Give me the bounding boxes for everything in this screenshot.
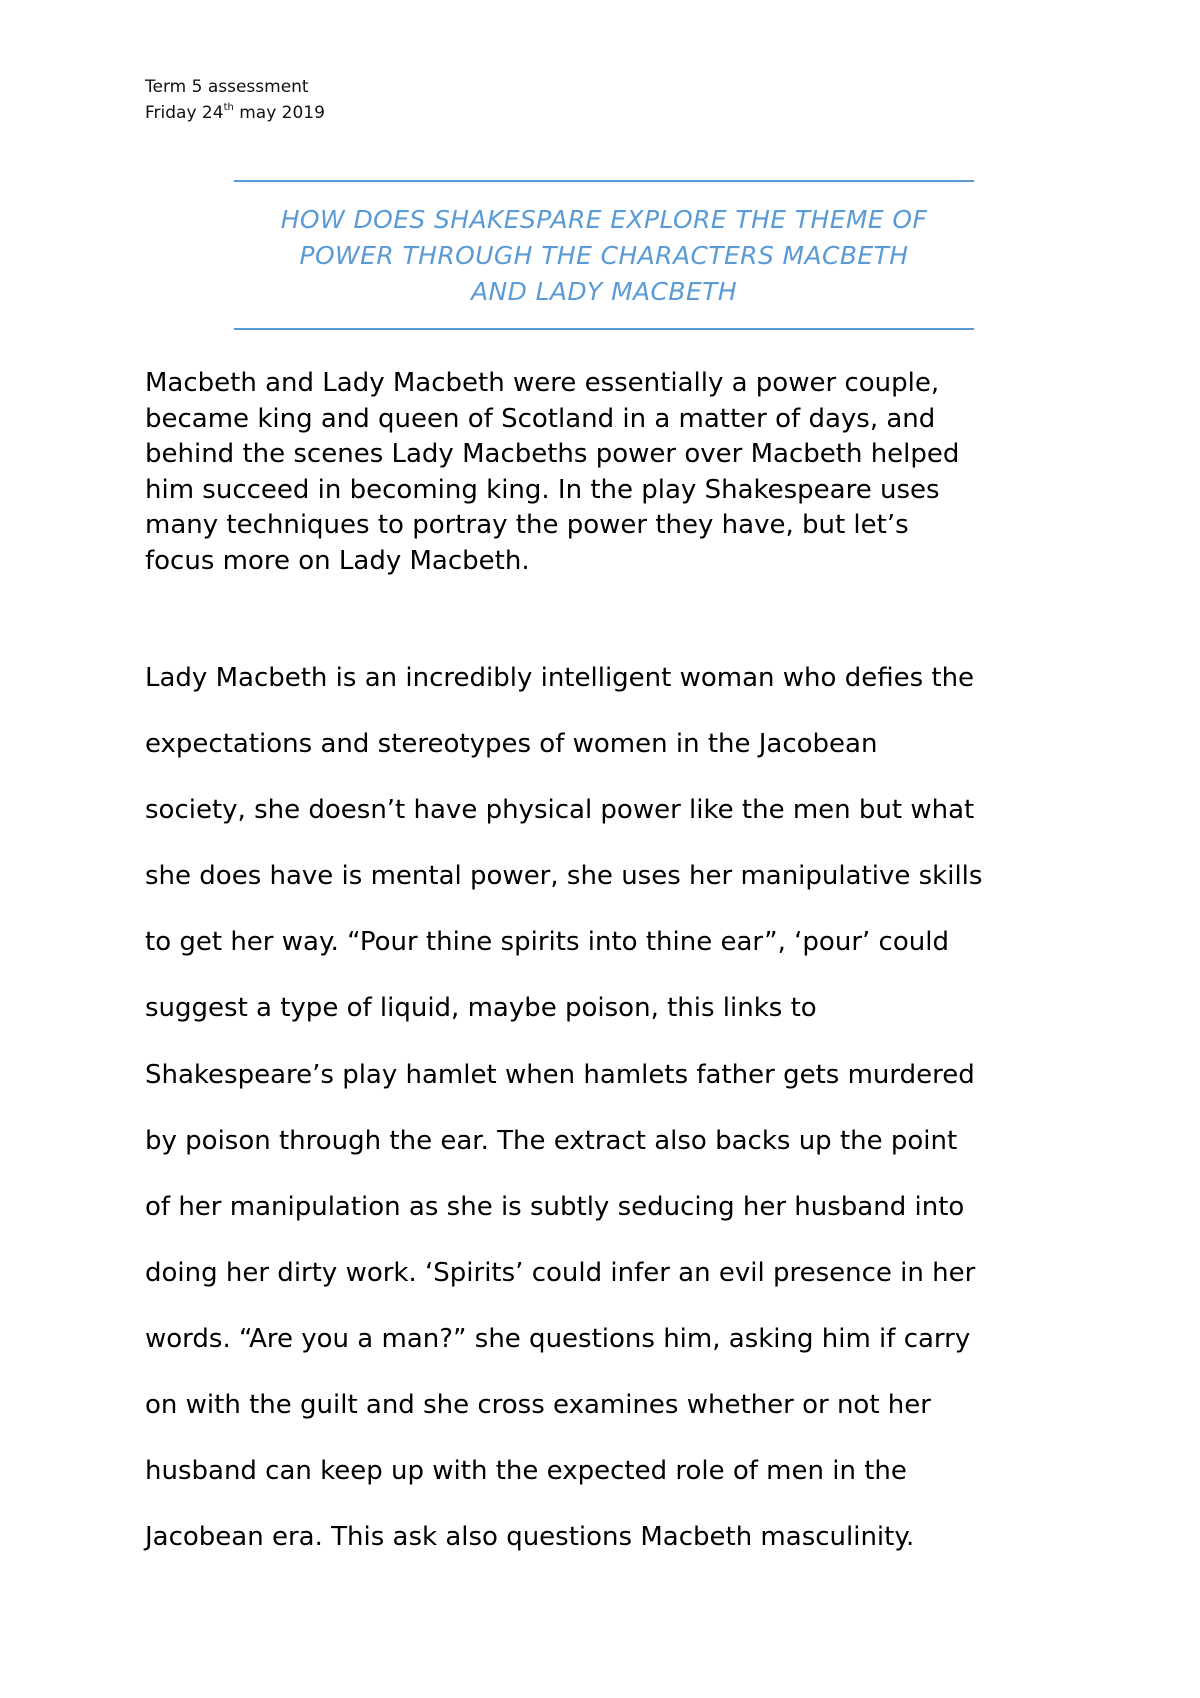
body-line: suggest a type of liquid, maybe poison, this links to [145, 993, 817, 1024]
title-line: HOW DOES SHAKESPARE EXPLORE THE THEME OF [280, 205, 928, 234]
title-rule-top [234, 180, 974, 182]
body-line: on with the guilt and she cross examines whether or not her [145, 1390, 931, 1421]
document-title [234, 202, 974, 310]
body-line: to get her way. “Pour thine spirits into thine ear”, ‘pour’ could [145, 927, 949, 958]
body-line: Lady Macbeth is an incredibly intelligent woman who defies the [145, 663, 975, 693]
body-line: Jacobean era. This ask also questions Macbeth masculinity. [145, 1522, 915, 1553]
document-header [145, 74, 325, 126]
title-line: POWER THROUGH THE CHARACTERS MACBETH [299, 241, 909, 270]
header-date-prefix: Friday 24 [145, 103, 224, 123]
body-line: by poison through the ear. The extract also backs up the point [145, 1125, 958, 1156]
intro-line: became king and queen of Scotland in a matter of days, and [145, 403, 936, 434]
body-line: of her manipulation as she is subtly seducing her husband into [145, 1191, 965, 1222]
body-line: husband can keep up with the expected role of men in the [145, 1456, 907, 1487]
body-line: expectations and stereotypes of women in the Jacobean [145, 729, 878, 760]
body-line: words. “Are you a man?” she questions him, asking him if carry [145, 1323, 971, 1354]
body-paragraph [145, 645, 1080, 1570]
intro-line: Macbeth and Lady Macbeth were essentially a power couple, [145, 368, 940, 398]
intro-line: focus more on Lady Macbeth. [145, 545, 530, 576]
header-date [145, 100, 325, 126]
body-line: she does have is mental power, she uses her manipulative skills [145, 861, 983, 892]
header-date-suffix: may 2019 [233, 103, 325, 123]
intro-line: behind the scenes Lady Macbeths power over Macbeth helped [145, 439, 960, 469]
intro-paragraph [145, 366, 1065, 579]
body-line: doing her dirty work. ‘Spirits’ could infer an evil presence in her [145, 1257, 976, 1288]
body-line: society, she doesn’t have physical power like the men but what [145, 795, 975, 826]
title-rule-bottom [234, 328, 974, 330]
intro-line: many techniques to portray the power they have, but let’s [145, 510, 909, 540]
title-line: AND LADY MACBETH [470, 277, 738, 306]
intro-line: him succeed in becoming king. In the play Shakespeare uses [145, 474, 940, 505]
body-line: Shakespeare’s play hamlet when hamlets father gets murdered [145, 1059, 975, 1090]
header-term: Term 5 assessment [145, 77, 309, 97]
title-block [234, 180, 974, 330]
header-date-superscript: th [223, 102, 234, 114]
